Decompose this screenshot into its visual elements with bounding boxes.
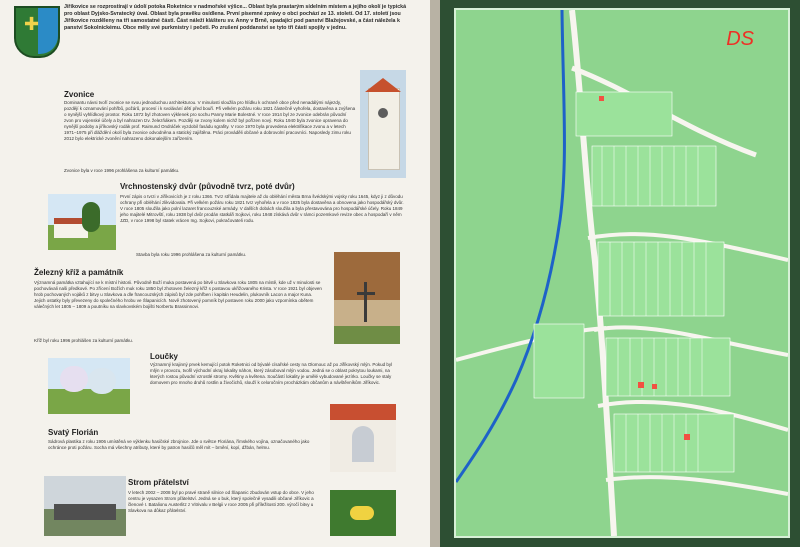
coat-of-arms-icon (14, 6, 60, 58)
saint-florian-photo (330, 404, 396, 472)
village-map-board (440, 0, 800, 547)
section-body-zvonice: Dominantu návsi tvoří zvonice se svou jednoduchou architekturou. V minulosti sloužila pro hlídku k ochraně obce před nenadálými nájezdy, pozdějí k oznamování pohřbů, požárů, procesí i k svolávání dětí před bouří. Při velkém požáru roku 1821 částečně vyhořela, dostavěna a zvýšena o nynější vyhlídkový prostor. Roku 1872 byl zhotoven výklenek pro sochu Panny Marie Bolestné. V roce 1914 byl ze zvonice odebrán původní zvon pro vojenské účely a byl nahrazen tzv. železňákem. Později se zvony kolem nichž byl pořízen nový. Roku 1940 byla zvonice opravena do nynější podoby a jiříkovský rodák prof. Raimund Ondráček vyzdobil fasádu sgrafity. V roce 1970 byla provedena elektrifikace zvonu a v letech 1971–1975 při dláždění okolí byla zvonice odvodněna a statický zajištěna. Práci prováděli občané a dobrovolní pracovníci. Naposledy zimu roku 2012 bylo elektrické zvonění nahrazeno dokonalejším zařízením. (64, 100, 356, 141)
meadow-photo (48, 358, 130, 414)
village-map-drawing (456, 10, 788, 536)
section-body-dvur: První zápis o tvrzi v Jiříkovicích je z roku 1366. Tvrz střídala majitele až do obléhání města Brna švédskými vojsky roku 1645, kdyz ji z důvodu ochrany při obléhání zlikvidovala. Při velkém požáru roku 1821 tvrz vyhořela a v roce 1825 byla dostavěna a obnovena jako hospodářský dvůr. V roce 1805 sloužila jako polní lazaret francouzské armády. V dalších dobách sloužila a byla přestavována pro hospodářské účely. Roku 1849 jeho majitelé Mitrovští, roku 1938 byl dvůr prodán statkáři Sojkovi, roku 1948 získává dvůr v rámci pozemkové revize obec a hospodaří v něm JZD, v roce 1998 byl statek vrácen Ing. Sojkovi, pokračovateli rodu. (120, 194, 404, 223)
intro-text: Jiříkovice se rozprostírají v údolí potoka Roketnice v nadmořské výšce... Oblast byla prastarým sídelním místem a jejího okolí je typická pro oblast Dyjsko-Svratecký úval. Oblast byla pravěku osídlena. První písemné zprávy o obci pochází ze 13. století. Od 17. století jsou Jiříkovice rozděleny na tři samostatné části. Část náleží klášteru sv. Anny v Brně, spadající pod panství Blažejovské, a část náležela k panství Sokolnickému. Obce měly své purkmistry i pečeti. Po zrušení poddanství se tyto tři části spojily v jednu. (64, 4, 407, 31)
manor-yard-photo (48, 194, 116, 250)
ds-mark: DS (726, 28, 754, 50)
coat-of-arms-blue-field (38, 8, 58, 54)
highlight-building-4 (599, 96, 604, 101)
section-title-florian: Svatý Florián (48, 428, 99, 437)
highlight-building-1 (638, 382, 644, 388)
section-body-florian: Sádrová plastika z roku 1906 umístěná ve výklenku hasičské zbrojnice. Jde o světce Floriána, římského vojína, označovaného jako ochránce proti požáru. Socha má všechny atributy, které by patron hasičů měl mít – brnění, kopí, džbán, helmu. (48, 439, 310, 450)
section-title-zvonice: Zvonice (64, 90, 95, 99)
section-title-loucky: Loučky (150, 352, 179, 361)
photo-divider (430, 0, 440, 547)
section-caption-dvur: Stavba byla roku 1996 prohlášena za kulturní památku. (136, 252, 247, 257)
section-title-dvur: Vrchnostenský dvůr (původně tvrz, poté dvůr) (120, 182, 295, 191)
cross-memorial-photo (334, 252, 400, 344)
section-body-kriz: Významná památka vztahující se k místní historii. Původně Boží muka postavená po bitvě u Slavkova roku 1805 na místě, kde už v minulosti se pochovávali naši předkové. Po zřícení Božích muk roku 1850 byl zhotoven železný kříž s postavou ukřižovaného Krista. V roce 1921 byl objeven hrob pochovaných vojáků z bitvy u Slavkova a dle francouzských zápisů byl zde pohřben i kapitán Heudelin, plukovník Lacon a major Kuna. Jejich ostatky byly převezeny do společného hrobu ve Šlapanicích. Nově zhotovený pomník byl postaven roku 2000 jako vzpomínka obětem válečných let 1805 – 1809 a poutníku na slavkovském bojišti Norbertu Brassinnovi. (34, 280, 322, 309)
bell-tower-photo (360, 70, 406, 178)
section-title-strom: Strom přátelství (128, 478, 189, 487)
section-caption-kriz: Kříž byl roku 1996 prohlášen za kulturní památku. (34, 338, 134, 343)
flower-bed-photo (330, 490, 396, 536)
section-body-strom: V letech 2002 – 2008 byl po pravé straně silnice od Šlapanic zbudován vstup do obce. V jeho centru je vysazen Strom přátelství. Jedná se o buk, který společně vysadili občané Jiříkovic a členové I. Batalionu Austerlitz z Vitrivalu v Belgii v roce 2005 při příležitosti 200. výročí bitvy u Slavkova na důkaz přátelství. (128, 490, 314, 513)
highlight-building-2 (652, 384, 657, 389)
village-map (454, 8, 790, 538)
coat-of-arms-cross-icon: ✚ (24, 14, 40, 35)
friendship-tree-photo (44, 476, 126, 536)
highlight-building-3 (684, 434, 690, 440)
section-caption-zvonice: Zvonice byla v roce 1996 prohlášena za kulturní památku. (64, 168, 180, 173)
section-title-kriz: Železný kříž a památník (34, 268, 124, 277)
section-body-loucky: Významný krajinný prvek kemující potok Roketnici od bývalé císařské cesty na Olomouc až po Jiříkovský mlýn. Pokud byl mlýn v provozu, tvořil východní okraj lokality náhon, který zásoboval mlýn vodou. Jedná se o oblast pokrytou loukami, na kterých rostou původní vzrostlé stromy. Květiny a květena. Součástí lokality je umělé vybudované jezírko. Loučky se staly domovem pro mnoho druhů rostlin a živočichů, slouží k celoročním procházkám občanům a návštěvníkům Jiříkovic. (150, 362, 393, 385)
